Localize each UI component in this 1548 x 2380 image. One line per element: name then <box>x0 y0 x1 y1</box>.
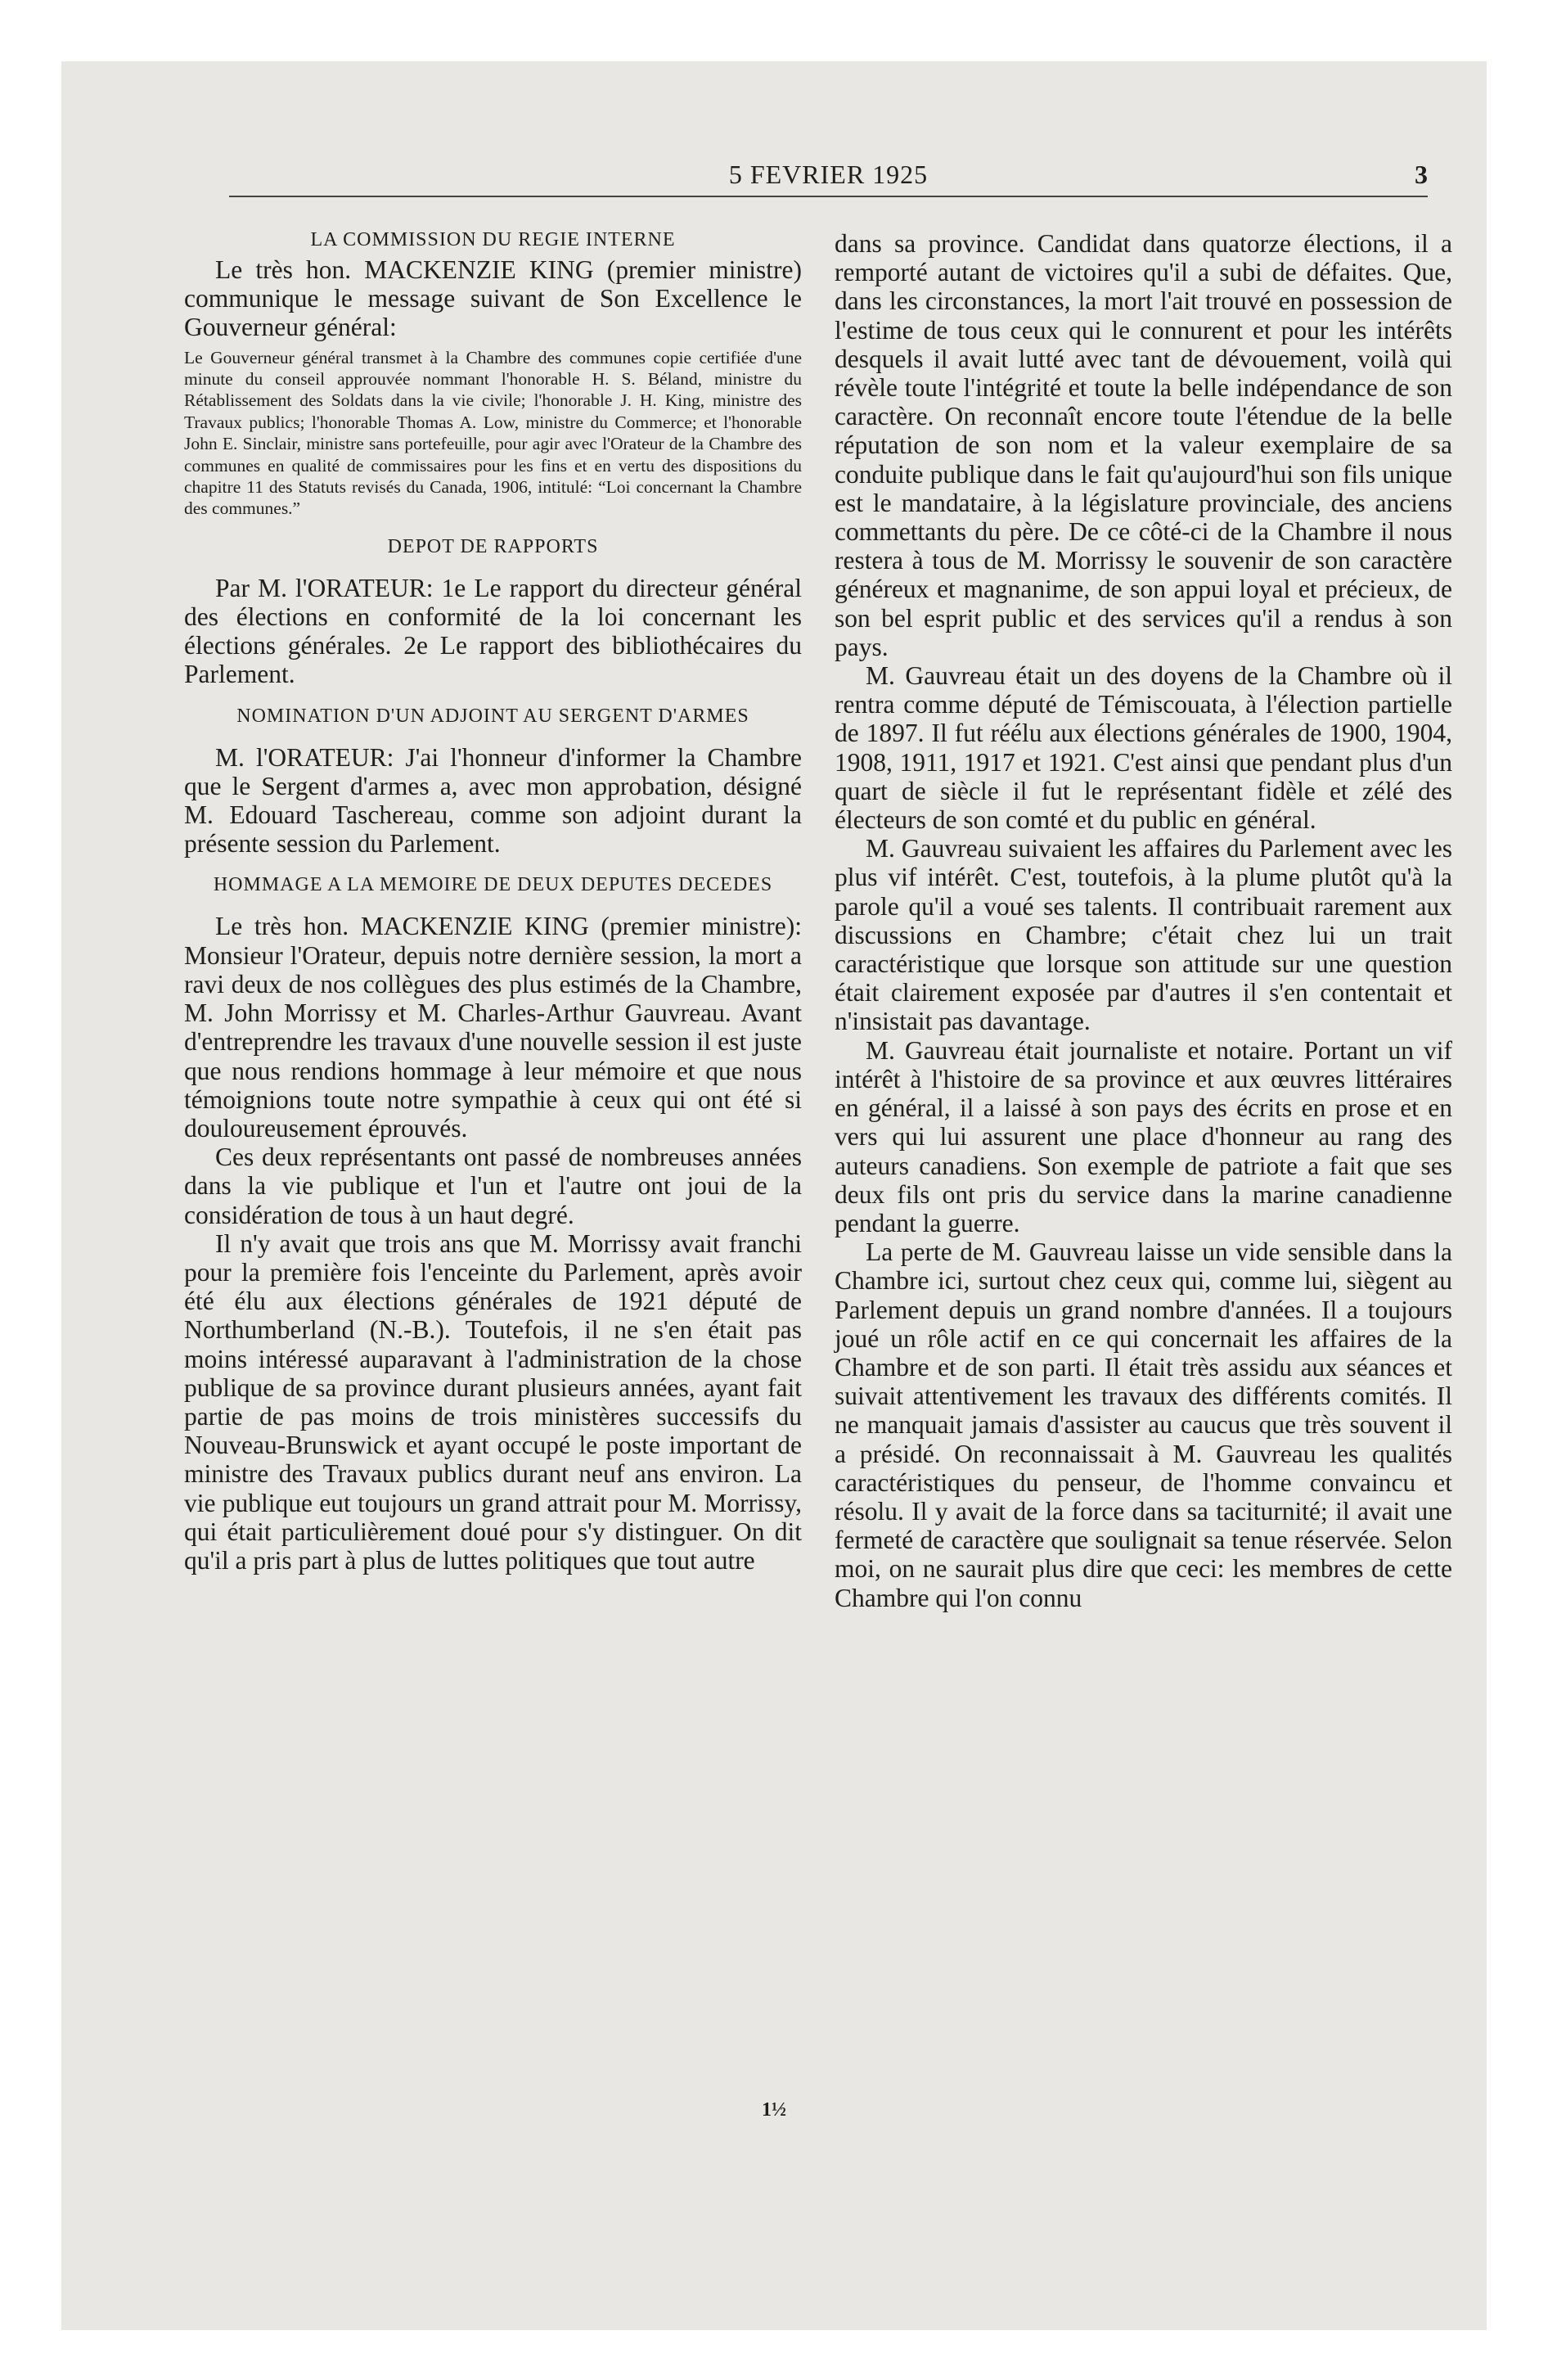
right-column <box>835 229 1452 1612</box>
paragraph: M. l'ORATEUR: J'ai l'honneur d'informer la Chambre que le Sergent d'armes a, avec mon approbation, désigné M. Edouard Taschereau, comme son adjoint durant la présente session du Parlement. <box>184 742 802 859</box>
section-heading-depot-rapports: DEPOT DE RAPPORTS <box>387 535 599 557</box>
section-heading-nomination: NOMINATION D'UN ADJOINT AU SERGENT D'ARMES <box>236 705 749 727</box>
paragraph: M. Gauvreau suivaient les affaires du Parlement avec les plus vif intérêt. C'est, toutefois, à la plume plutôt qu'à la parole qu'il a voué ses talents. Il contribuait rarement aux discussions en Chambre; c'était chez lui un trait caractéristique que lorsque son attitude sur une question était clairement exposée par d'autres il s'en contentait et n'insistait pas davantage. <box>835 834 1452 1036</box>
page-number: 3 <box>1415 160 1428 189</box>
quoted-message: Le Gouverneur général transmet à la Chambre des communes copie certifiée d'une minute du conseil approuvée nommant l'honorable H. S. Béland, ministre du Rétablissement des Soldats dans la vie civile; l'honorable J. H. King, ministre des Travaux publics; l'honorable Thomas A. Low, ministre du Commerce; et l'honorable John E. Sinclair, ministre sans portefeuille, pour agir avec l'Orateur de la Chambre des communes en qualité de commissaires pour les fins et en vertu des dispositions du chapitre 11 des Statuts revisés du Canada, 1906, intitulé: “Loi concernant la Chambre des communes.” <box>184 347 802 519</box>
paragraph: La perte de M. Gauvreau laisse un vide sensible dans la Chambre ici, surtout chez ceux qui, comme lui, siègent au Parlement depuis un grand nombre d'années. Il a toujours joué un rôle actif en ce qui concernait les affaires de la Chambre et de son parti. Il était très assidu aux séances et suivait attentivement les travaux des différents comités. Il ne manquait jamais d'assister au caucus que très souvent il a présidé. On reconnaissait à M. Gauvreau les qualités caractéristiques du penseur, de l'homme convaincu et résolu. Il y avait de la force dans sa taciturnité; il avait une fermeté de caractère que soulignait sa tenue réservée. Selon moi, on ne saurait plus dire que ceci: les membres de cette Chambre qui l'on connu <box>835 1237 1452 1612</box>
left-column <box>184 229 802 1575</box>
page-header <box>229 160 1428 197</box>
paragraph-continued: dans sa province. Candidat dans quatorze élections, il a remporté autant de victoires qu'il a subi de défaites. Que, dans les circonstances, la mort l'ait trouvé en possession de l'estime de tous ceux qui le connurent et pour les intérêts desquels il avait lutté avec tant de dévouement, voilà qui révèle toute l'intégrité et toute la belle indépendance de son caractère. On reconnaît encore toute l'étendue de la belle réputation de son nom et la valeur exemplaire de sa conduite publique dans le fait qu'aujourd'hui son fils unique est le mandataire, à la législature provinciale, des anciens commettants du père. De ce côté-ci de la Chambre il nous restera à tous de M. Morrissy le souvenir de son caractère généreux et magnanime, de son appui loyal et précieux, de son bel esprit public et des services qu'il a rendus à son pays. <box>835 229 1452 661</box>
paragraph: Le très hon. MACKENZIE KING (premier ministre) communique le message suivant de Son Excellence le Gouverneur général: <box>184 255 802 342</box>
document-page <box>61 61 1487 2330</box>
paragraph: Il n'y avait que trois ans que M. Morrissy avait franchi pour la première fois l'enceinte du Parlement, après avoir été élu aux élections générales de 1921 député de Northumberland (N.-B.). Toutefois, il ne s'en était pas moins intéressé auparavant à l'administration de la chose publique de sa province durant plusieurs années, ayant fait partie de pas moins de trois ministères successifs du Nouveau-Brunswick et ayant occupé le poste important de ministre des Travaux publics durant neuf ans environ. La vie publique eut toujours un grand attrait pour M. Morrissy, qui était particulièrement doué pour s'y distinguer. On dit qu'il a pris part à plus de luttes politiques que tout autre <box>184 1228 802 1575</box>
paragraph: Le très hon. MACKENZIE KING (premier ministre): Monsieur l'Orateur, depuis notre dernière session, la mort a ravi deux de nos collègues des plus estimés de la Chambre, M. John Morrissy et M. Charles-Arthur Gauvreau. Avant d'entreprendre les travaux d'une nouvelle session il est juste que nous rendions hommage à leur mémoire et que nous témoignions toute notre sympathie à ceux qui ont été si douloureusement éprouvés. <box>184 912 802 1143</box>
section-heading-hommage: HOMMAGE A LA MEMOIRE DE DEUX DEPUTES DECEDES <box>213 874 773 896</box>
signature-mark: 1½ <box>762 2099 786 2121</box>
header-date: 5 FEVRIER 1925 <box>728 160 929 189</box>
section-heading-regie-interne: LA COMMISSION DU REGIE INTERNE <box>310 229 676 250</box>
paragraph: Ces deux représentants ont passé de nombreuses années dans la vie publique et l'un et l'autre ont joui de la considération de tous à un haut degré. <box>184 1143 802 1229</box>
paragraph: M. Gauvreau était un des doyens de la Chambre où il rentra comme député de Témiscouata, à l'élection partielle de 1897. Il fut réélu aux élections générales de 1900, 1904, 1908, 1911, 1917 et 1921. C'est ainsi que pendant plus d'un quart de siècle il fut le représentant fidèle et zélé des électeurs de son comté et du public en général. <box>835 661 1452 835</box>
paragraph: M. Gauvreau était journaliste et notaire. Portant un vif intérêt à l'histoire de sa province et aux œuvres littéraires en général, il a laissé à son pays des écrits en prose et en vers qui lui assurent une place d'honneur au rang des auteurs canadiens. Son exemple de patriote a fait que ses deux fils ont pris du service dans la marine canadienne pendant la guerre. <box>835 1035 1452 1237</box>
paragraph: Par M. l'ORATEUR: 1e Le rapport du directeur général des élections en conformité de la loi concernant les élections générales. 2e Le rapport des bibliothécaires du Parlement. <box>184 573 802 689</box>
